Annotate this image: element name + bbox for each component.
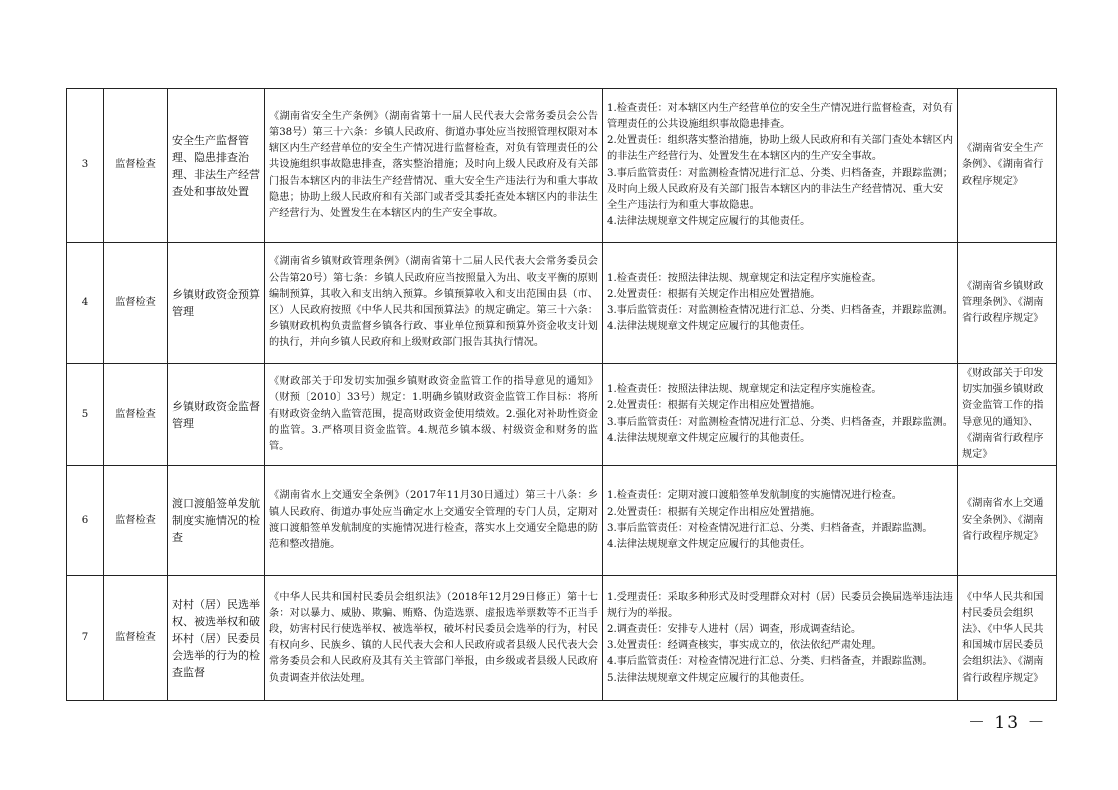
table-row (67, 466, 1057, 576)
source-regulations: 《湖南省水上交通安全条例》、《湖南省行政程序规定》 (958, 466, 1057, 576)
source-regulations: 《财政部关于印发切实加强乡镇财政资金监管工作的指导意见的通知》、《湖南省行政程序规定》 (958, 364, 1057, 466)
item-name: 对村（居）民选举权、被选举权和破坏村（居）民委员会选举的行为的检查监督 (168, 576, 265, 701)
responsibility-list: 1.检查责任：对本辖区内生产经营单位的安全生产情况进行监督检查，对负有管理责任的公共设施组织事故隐患排查。 2.处置责任：组织落实整治措施，协助上级人民政府和有关部门查处本辖区内的非法生产经营行为、处置发生在本辖区内的生产安全事故。 3.事后监管责任：对监测检查情况进行汇总、分类、归档备查，并跟踪监测；及时向上级人民政府及有关部门报告本辖区内的非法生产经营情况、重大安全生产违法行为和重大事故隐患。 4.法律法规规章文件规定应履行的其他责任。 (607, 102, 953, 228)
source-regulations: 《湖南省安全生产条例》、《湖南省行政程序规定》 (958, 89, 1057, 243)
source-regulations: 《湖南省乡镇财政管理条例》、《湖南省行政程序规定》 (958, 243, 1057, 364)
item-category: 监督检查 (104, 364, 168, 466)
row-number: 3 (67, 89, 104, 243)
legal-basis: 《湖南省乡镇财政管理条例》（湖南省第十二届人民代表大会常务委员会公告第20号）第七条：乡镇人民政府应当按照量入为出、收支平衡的原则编制预算，其收入和支出纳入预算。乡镇预算收入和支出范围由县（市、区）人民政府按照《中华人民共和国预算法》的规定确定。第三十六条：乡镇财政机构负责监督乡镇各行政、事业单位预算和预算外资金收支计划的执行，并向乡镇人民政府和上级财政部门报告其执行情况。 (265, 243, 603, 364)
responsibility-list: 1.检查责任：按照法律法规、规章规定和法定程序实施检查。 2.处置责任：根据有关规定作出相应处置措施。 3.事后监管责任：对监测检查情况进行汇总、分类、归档备查，并跟踪监测。 4.法律法规规章文件规定应履行的其他责任。 (607, 384, 953, 444)
responsibility-list: 1.检查责任：按照法律法规、规章规定和法定程序实施检查。 2.处置责任：根据有关规定作出相应处置措施。 3.事后监管责任：对监测检查情况进行汇总、分类、归档备查，并跟踪监测。 4.法律法规规章文件规定应履行的其他责任。 (607, 272, 953, 333)
item-category: 监督检查 (104, 89, 168, 243)
row-number: 5 (67, 364, 104, 466)
item-category: 监督检查 (104, 243, 168, 364)
responsibility-list: 1.检查责任：定期对渡口渡船签单发航制度的实施情况进行检查。 2.处置责任：根据有关规定作出相应处置措施。 3.事后监管责任：对检查情况进行汇总、分类、归档备查，并跟踪监测。 4.法律法规规章文件规定应履行的其他责任。 (607, 490, 933, 550)
table-row (67, 243, 1057, 364)
row-number: 6 (67, 466, 104, 576)
item-name: 乡镇财政资金监督管理 (168, 364, 265, 466)
table-row (67, 576, 1057, 701)
row-number: 4 (67, 243, 104, 364)
table-row (67, 89, 1057, 243)
legal-basis: 《湖南省安全生产条例》（湖南省第十一届人民代表大会常务委员会公告第38号）第三十六条：乡镇人民政府、街道办事处应当按照管理权限对本辖区内生产经营单位的安全生产情况进行监督检查，对负有管理责任的公共设施组织事故隐患排查，落实整治措施；及时向上级人民政府及有关部门报告本辖区内的非法生产经营情况、重大安全生产违法行为和重大事故隐患；协助上级人民政府和有关部门或者受其委托查处本辖区内的非法生产经营行为、处置发生在本辖区内的生产安全事故。 (265, 89, 603, 243)
responsibility-list: 1.受理责任：采取多种形式及时受理群众对村（居）民委员会换届选举违法违规行为的举报。 2.调查责任：安排专人进村（居）调查，形成调查结论。 3.处置责任：经调查核实，事实成立的，依法依纪严肃处理。 4.事后监管责任：对检查情况进行汇总、分类、归档备查，并跟踪监测。 5.法律法规规章文件规定应履行的其他责任。 (607, 591, 953, 684)
item-name: 安全生产监督管理、隐患排查治理、非法生产经营查处和事故处置 (168, 89, 265, 243)
row-number: 7 (67, 576, 104, 701)
legal-basis: 《湖南省水上交通安全条例》（2017年11月30日通过）第三十八条：乡镇人民政府、街道办事处应当确定水上交通安全管理的专门人员，定期对渡口渡船签单发航制度的实施情况进行检查，落实水上交通安全隐患的防范和整改措施。 (265, 466, 603, 576)
legal-basis: 《中华人民共和国村民委员会组织法》（2018年12月29日修正）第十七条：对以暴力、威胁、欺骗、贿赂、伪造选票、虚报选举票数等不正当手段，妨害村民行使选举权、被选举权，破坏村民委员会选举的行为，村民有权向乡、民族乡、镇的人民代表大会和人民政府或者县级人民代表大会常务委员会和人民政府及其有关主管部门举报，由乡级或者县级人民政府负责调查并依法处理。 (265, 576, 603, 701)
page-number: － 13 － (968, 713, 1047, 733)
item-category: 监督检查 (104, 466, 168, 576)
item-name: 乡镇财政资金预算管理 (168, 243, 265, 364)
source-regulations: 《中华人民共和国村民委员会组织法》、《中华人民共和国城市居民委员会组织法》、《湖南省行政程序规定》 (958, 576, 1057, 701)
legal-basis: 《财政部关于印发切实加强乡镇财政资金监管工作的指导意见的通知》（财预〔2010〕33号）规定：1.明确乡镇财政资金监管工作目标：将所有财政资金纳入监管范围，提高财政资金使用绩效。2.强化对补助性资金的监管。3.严格项目资金监管。4.规范乡镇本级、村级资金和财务的监管。 (265, 364, 603, 466)
responsibility-table (66, 88, 1057, 701)
table-row (67, 364, 1057, 466)
item-name: 渡口渡船签单发航制度实施情况的检查 (168, 466, 265, 576)
item-category: 监督检查 (104, 576, 168, 701)
